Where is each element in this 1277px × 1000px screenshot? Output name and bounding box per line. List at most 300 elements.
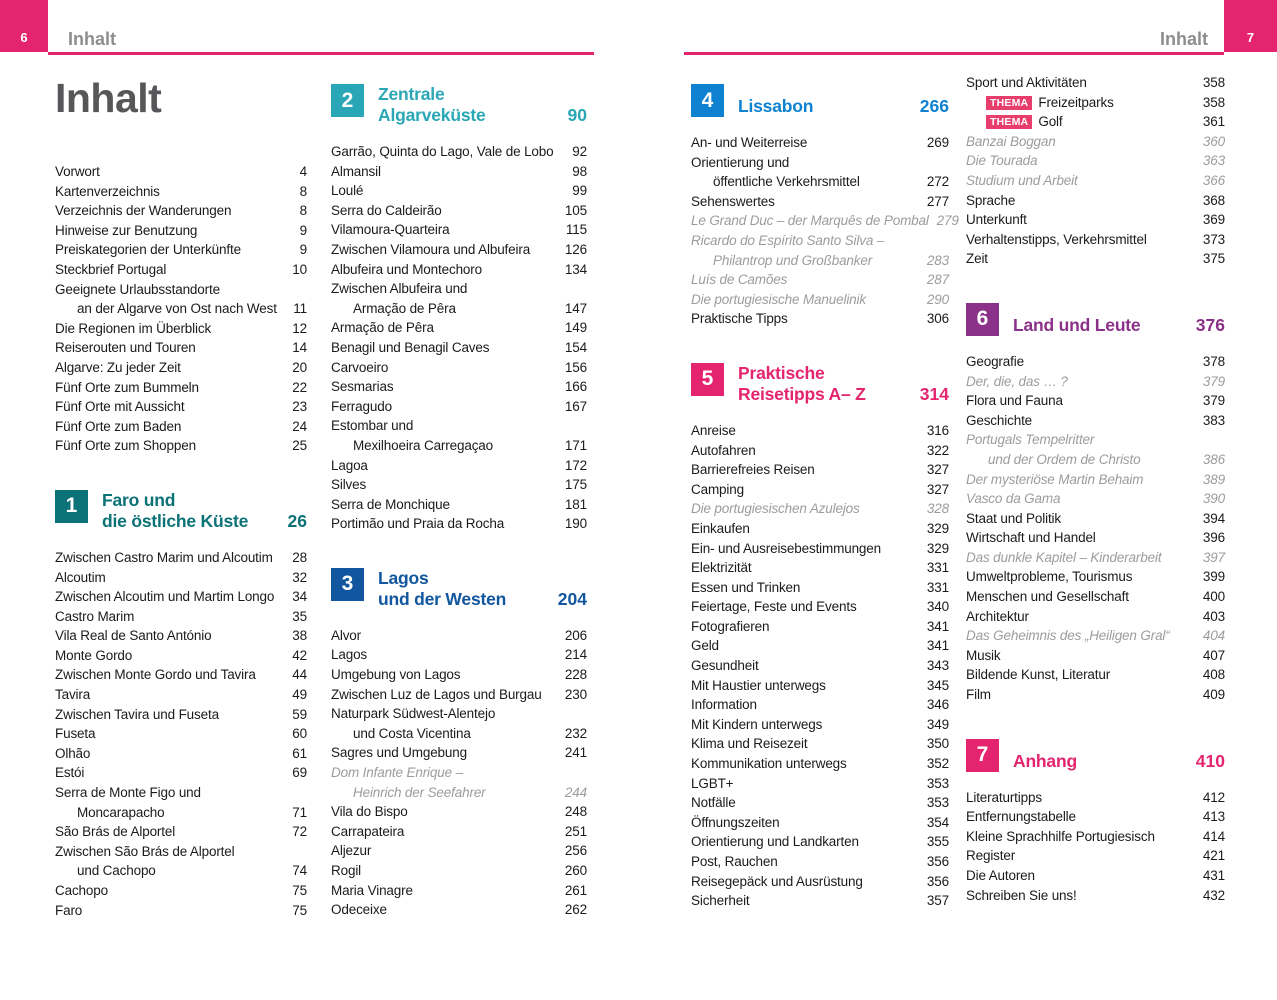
- toc-entry: [691, 172, 949, 192]
- toc-entry: [966, 391, 1225, 411]
- toc-entry-label: Zwischen Vilamoura und Albufeira: [331, 241, 531, 257]
- toc-entry: [331, 436, 587, 456]
- toc-entry-label: Der mysteriöse Martin Behaim: [966, 471, 1144, 487]
- toc-entry-page: 75: [292, 883, 307, 898]
- section-header: [691, 363, 949, 405]
- toc-entry-label: Preiskategorien der Unterkünfte: [55, 242, 241, 258]
- toc-entry: [691, 211, 959, 231]
- toc-entry: [691, 715, 949, 735]
- toc-entry: [966, 866, 1225, 886]
- section-number-box: 6: [966, 303, 999, 336]
- toc-entry-label: LGBT+: [691, 775, 734, 791]
- page-number-tab-left: [0, 0, 48, 52]
- toc-entry: [55, 607, 307, 627]
- toc-entry: [691, 872, 949, 892]
- toc-column-2: [331, 0, 587, 920]
- toc-entry: [55, 822, 307, 842]
- toc-entry-label: Castro Marim: [55, 608, 135, 624]
- toc-entry-label: Ein- und Ausreisebestimmungen: [691, 540, 882, 556]
- toc-entry-page: 431: [1202, 868, 1225, 883]
- toc-entry: [331, 181, 587, 201]
- toc-entry-label: Banzai Boggan: [966, 133, 1056, 149]
- toc-entry-page: 147: [564, 300, 587, 316]
- toc-entry-page: 316: [926, 422, 949, 438]
- section-number-box: 4: [691, 84, 724, 117]
- toc-entry: [331, 377, 587, 397]
- page-title: Inhalt: [55, 75, 162, 121]
- toc-entry-label: Unterkunft: [966, 212, 1027, 228]
- toc-entry-page: 261: [564, 882, 587, 898]
- toc-entry: [331, 260, 587, 280]
- toc-entry-label: Architektur: [966, 608, 1029, 624]
- toc-entry-page: 357: [926, 893, 949, 909]
- toc-entry-label: Verzeichnis der Wanderungen: [55, 203, 232, 219]
- section-title: [738, 96, 912, 117]
- running-head-right: Inhalt: [1160, 29, 1208, 49]
- toc-entry-label: Moncarapacho: [77, 804, 165, 820]
- toc-entry: [966, 548, 1225, 568]
- toc-entry-label: und Cachopo: [77, 863, 156, 879]
- toc-entry-page: 230: [564, 686, 587, 702]
- toc-entry-page: 9: [299, 242, 307, 258]
- toc-entry-page: 361: [1202, 114, 1225, 130]
- toc-entry: [331, 822, 587, 842]
- toc-entry: [331, 743, 587, 763]
- toc-entry-label: Mit Haustier unterwegs: [691, 677, 826, 693]
- toc-entry-label: Heinrich der Seefahrer: [353, 784, 486, 800]
- toc-entry: [691, 231, 949, 251]
- toc-entry-page: 409: [1202, 687, 1225, 703]
- toc-entry-page: 9: [299, 222, 307, 238]
- toc-entry-label: Vila Real de Santo António: [55, 628, 212, 644]
- toc-entry-page: 10: [292, 261, 307, 277]
- toc-entry-label: Film: [966, 687, 991, 703]
- toc-entry-label: Die portugiesischen Azulejos: [691, 501, 860, 517]
- toc-entry-label: Dom Infante Enrique –: [331, 765, 463, 781]
- toc-entry-label: Anreise: [691, 422, 736, 438]
- toc-entry-label: Reiserouten und Touren: [55, 340, 196, 356]
- toc-entry-label: Geschichte: [966, 412, 1033, 428]
- toc-entry-page: 49: [292, 687, 307, 703]
- toc-entry-label: Portugals Tempelritter: [966, 432, 1095, 448]
- section-page-number: 376: [1195, 314, 1225, 335]
- toc-entry-page: 232: [564, 725, 587, 741]
- toc-entry-label: Sesmarias: [331, 379, 394, 395]
- toc-entry-label: Maria Vinagre: [331, 882, 413, 898]
- toc-entry: [966, 352, 1225, 372]
- toc-entry-page: 92: [572, 144, 587, 159]
- toc-entry-page: 349: [926, 716, 949, 732]
- toc-entry-label: Alcoutim: [55, 569, 106, 585]
- toc-entry-label: Zwischen Luz de Lagos und Burgau: [331, 686, 542, 702]
- toc-entry: [691, 251, 949, 271]
- section-page-number: 26: [287, 510, 307, 531]
- toc-entry-label: Le Grand Duc – der Marquês de Pombal: [691, 213, 929, 229]
- toc-entry-page: 8: [299, 183, 307, 199]
- toc-entry-page: 172: [564, 457, 587, 473]
- toc-entry-page: 350: [926, 736, 949, 752]
- toc-entry-page: 356: [926, 854, 949, 869]
- toc-entry: [331, 358, 587, 378]
- toc-entry-label: Wirtschaft und Handel: [966, 530, 1096, 546]
- toc-entry-label: Silves: [331, 477, 367, 493]
- toc-entry: [691, 499, 949, 519]
- section-title: [1013, 315, 1188, 336]
- toc-entry-page: 290: [926, 291, 949, 307]
- toc-entry-list: [691, 421, 949, 911]
- toc-entry: [966, 509, 1225, 529]
- toc-entry-page: 38: [292, 628, 307, 644]
- toc-entry-label: Lagos: [331, 647, 368, 663]
- toc-entry-page: 171: [564, 437, 587, 453]
- toc-entry-label: Odeceixe: [331, 902, 387, 918]
- toc-entry-page: 379: [1202, 393, 1225, 409]
- toc-entry: [331, 900, 587, 920]
- toc-entry-label: Die Regionen im Überblick: [55, 320, 212, 336]
- toc-entry-label: Fünf Orte mit Aussicht: [55, 399, 185, 415]
- toc-entry: [966, 230, 1225, 250]
- toc-entry: [331, 724, 587, 744]
- toc-entry-list: [691, 133, 959, 329]
- toc-entry-label: Monte Gordo: [55, 647, 133, 663]
- toc-entry: [966, 112, 1225, 132]
- toc-entry: [331, 318, 587, 338]
- toc-entry: [691, 656, 949, 676]
- toc-entry-label: Flora und Fauna: [966, 393, 1063, 409]
- section-header: [331, 568, 587, 610]
- toc-entry: [966, 685, 1225, 705]
- toc-entry-page: 306: [926, 311, 949, 327]
- toc-entry-label: Almansil: [331, 163, 381, 179]
- toc-entry: [331, 763, 587, 783]
- toc-entry: [331, 299, 587, 319]
- toc-entry-page: 346: [926, 697, 949, 713]
- toc-entry: [691, 460, 949, 480]
- toc-entry-page: 149: [564, 320, 587, 336]
- toc-entry: [55, 299, 307, 319]
- toc-entry-label: Estombar und: [331, 418, 414, 434]
- toc-entry-label: Albufeira und Montechoro: [331, 261, 482, 277]
- toc-entry: [55, 397, 307, 417]
- toc-entry-page: 126: [564, 241, 587, 257]
- section-title-line: Anhang: [1013, 750, 1077, 771]
- toc-entry-label: Gesundheit: [691, 658, 759, 674]
- section-page-number: 90: [567, 105, 587, 125]
- toc-entry-label: Armação de Pêra: [331, 320, 434, 336]
- toc-entry-page: 353: [926, 775, 949, 791]
- section-page-number: 314: [919, 383, 949, 404]
- toc-entry-label: Entfernungstabelle: [966, 809, 1076, 825]
- toc-entry: [966, 646, 1225, 666]
- toc-entry-label: Staat und Politik: [966, 510, 1062, 526]
- toc-entry-page: 74: [292, 863, 307, 879]
- toc-entry: [55, 240, 307, 260]
- toc-entry-page: 251: [564, 823, 587, 839]
- toc-entry: [331, 841, 587, 861]
- toc-entry: [966, 372, 1225, 392]
- toc-entry-label: Einkaufen: [691, 520, 750, 536]
- toc-entry-label: Mexilhoeira Carregaçao: [353, 437, 494, 453]
- toc-entry: [55, 548, 307, 568]
- toc-entry: [966, 411, 1225, 431]
- toc-entry-page: 61: [292, 745, 307, 761]
- toc-entry-label: Das dunkle Kapitel – Kinderarbeit: [966, 549, 1162, 565]
- section-title-line: Algarveküste: [378, 105, 486, 125]
- toc-entry-label: Hinweise zur Benutzung: [55, 222, 198, 238]
- toc-entry-page: 412: [1202, 789, 1225, 805]
- toc-entry-page: 341: [926, 618, 949, 634]
- toc-entry-page: 343: [926, 658, 949, 674]
- toc-entry: [331, 881, 587, 901]
- toc-entry: [55, 901, 307, 921]
- toc-entry-page: 360: [1202, 133, 1225, 149]
- toc-entry-label: Ferragudo: [331, 398, 392, 414]
- toc-entry: [691, 480, 949, 500]
- toc-entry: [331, 495, 587, 515]
- toc-entry-page: 248: [564, 804, 587, 820]
- toc-entry: [966, 489, 1225, 509]
- toc-entry: [691, 558, 949, 578]
- toc-entry-list: [331, 626, 587, 920]
- toc-entry-page: 4: [299, 164, 307, 179]
- toc-entry: [966, 528, 1225, 548]
- toc-entry: [966, 430, 1225, 450]
- toc-entry-label: Philantrop und Großbanker: [713, 252, 873, 268]
- toc-entry-label: São Brás de Alportel: [55, 824, 176, 840]
- section-title-line: die östliche Küste: [102, 510, 249, 531]
- toc-entry-page: 400: [1202, 589, 1225, 605]
- toc-entry: [966, 626, 1225, 646]
- toc-entry-label: THEMA Golf: [986, 112, 1195, 132]
- toc-entry: [55, 417, 307, 437]
- toc-entry-page: 241: [564, 745, 587, 761]
- toc-entry: [55, 783, 307, 803]
- toc-entry: [55, 763, 307, 783]
- toc-entry-label: Studium und Arbeit: [966, 172, 1078, 188]
- toc-entry-page: 71: [292, 804, 307, 820]
- toc-entry-page: 32: [292, 569, 307, 585]
- toc-entry: [966, 807, 1225, 827]
- toc-entry-page: 60: [292, 726, 307, 742]
- section-number-box: 2: [331, 84, 364, 117]
- toc-entry-page: 269: [926, 135, 949, 150]
- toc-entry-label: an der Algarve von Ost nach West: [77, 301, 277, 317]
- toc-entry: [55, 587, 307, 607]
- toc-entry-label: Zwischen São Brás de Alportel: [55, 843, 235, 859]
- toc-entry-label: Algarve: Zu jeder Zeit: [55, 359, 181, 375]
- toc-entry: [55, 260, 307, 280]
- toc-entry-label: Estói: [55, 765, 85, 781]
- toc-entry-label: Zwischen Monte Gordo und Tavira: [55, 667, 256, 683]
- toc-entry-page: 421: [1202, 848, 1225, 864]
- toc-entry: [331, 475, 587, 495]
- toc-entry-page: 345: [926, 677, 949, 693]
- toc-entry: [966, 607, 1225, 627]
- toc-entry-label: Sprache: [966, 192, 1016, 208]
- toc-entry: [55, 378, 307, 398]
- toc-entry-label: Zwischen Albufeira und: [331, 281, 468, 297]
- toc-entry-page: 369: [1202, 212, 1225, 228]
- toc-entry-label: Aljezur: [331, 843, 372, 859]
- toc-entry: [691, 270, 949, 290]
- toc-entry: [331, 685, 587, 705]
- toc-entry-page: 327: [926, 462, 949, 478]
- toc-entry-label: Zwischen Tavira und Fuseta: [55, 706, 219, 722]
- toc-entry-page: 358: [1202, 75, 1225, 90]
- toc-entry-label: Vasco da Gama: [966, 491, 1061, 507]
- toc-entry: [966, 450, 1225, 470]
- toc-entry-page: 383: [1202, 412, 1225, 428]
- toc-entry-page: 154: [564, 339, 587, 355]
- toc-entry-label: Musik: [966, 647, 1001, 663]
- page-number-right: 7: [1246, 30, 1255, 45]
- toc-entry-list: [966, 73, 1225, 269]
- toc-entry-page: 329: [926, 520, 949, 536]
- toc-entry-label: Praktische Tipps: [691, 311, 788, 327]
- toc-entry-label: Die portugiesische Manuelinik: [691, 291, 866, 307]
- toc-entry-label: und Costa Vicentina: [353, 725, 471, 741]
- toc-entry: [966, 665, 1225, 685]
- toc-entry-label: Olhão: [55, 745, 91, 761]
- toc-entry: [691, 774, 949, 794]
- toc-entry-page: 20: [292, 359, 307, 375]
- toc-entry: [966, 249, 1225, 269]
- toc-entry-label: Klima und Reisezeit: [691, 736, 808, 752]
- toc-entry-label: Garrão, Quinta do Lago, Vale de Lobo: [331, 144, 554, 159]
- toc-entry: [691, 636, 949, 656]
- toc-entry: [331, 416, 587, 436]
- toc-entry: [331, 783, 587, 803]
- toc-entry-label: Feiertage, Feste und Events: [691, 599, 857, 615]
- toc-entry-page: 322: [926, 442, 949, 458]
- toc-entry: [55, 358, 307, 378]
- toc-entry-label: Barrierefreies Reisen: [691, 462, 815, 478]
- section-header: [55, 490, 307, 532]
- toc-entry: [966, 827, 1225, 847]
- toc-entry-label: Sicherheit: [691, 893, 750, 909]
- toc-entry-page: 327: [926, 481, 949, 497]
- toc-entry-list: [331, 142, 587, 534]
- toc-entry-label: Orientierung und: [691, 154, 790, 170]
- toc-entry: [966, 470, 1225, 490]
- section-number-box: 3: [331, 568, 364, 601]
- toc-entry-page: 244: [564, 784, 587, 800]
- toc-entry-page: 272: [926, 174, 949, 190]
- toc-entry-label: Essen und Trinken: [691, 579, 801, 595]
- toc-entry-label: Ricardo do Espírito Santo Silva –: [691, 232, 885, 248]
- toc-entry-label: Serra do Caldeirão: [331, 202, 442, 218]
- toc-entry: [331, 665, 587, 685]
- toc-entry-label: Serra de Monchique: [331, 496, 450, 512]
- toc-entry-label: Information: [691, 697, 757, 713]
- section-title: [378, 84, 560, 126]
- toc-entry: [55, 881, 307, 901]
- toc-entry-page: 214: [564, 647, 587, 663]
- section-title: [1013, 751, 1188, 772]
- toc-entry-page: 28: [292, 549, 307, 565]
- toc-entry-label: Luís de Camões: [691, 272, 788, 288]
- section-title: [738, 363, 912, 405]
- toc-entry-page: 432: [1202, 887, 1225, 903]
- section-title-line: Faro und: [102, 489, 176, 510]
- toc-entry-page: 354: [926, 814, 949, 830]
- toc-entry-page: 379: [1202, 373, 1225, 389]
- toc-entry-page: 175: [564, 477, 587, 493]
- section-title-line: Praktische: [738, 362, 825, 383]
- toc-entry-page: 167: [564, 398, 587, 414]
- toc-entry: [55, 685, 307, 705]
- toc-entry-page: 156: [564, 359, 587, 375]
- toc-entry-label: Umgebung von Lagos: [331, 667, 461, 683]
- toc-entry: [331, 279, 587, 299]
- toc-entry: [331, 397, 587, 417]
- toc-entry-page: 25: [292, 438, 307, 454]
- toc-entry: [691, 891, 949, 911]
- toc-entry-page: 341: [926, 638, 949, 654]
- toc-entry: [55, 568, 307, 588]
- toc-entry-label: Kleine Sprachhilfe Portugiesisch: [966, 828, 1155, 844]
- toc-entry-page: 375: [1202, 251, 1225, 267]
- toc-entry-page: 403: [1202, 608, 1225, 624]
- toc-entry: [966, 93, 1225, 113]
- toc-entry-label: Post, Rauchen: [691, 854, 778, 869]
- toc-entry-page: 34: [292, 589, 307, 605]
- thema-badge: THEMA: [986, 96, 1032, 110]
- toc-entry-page: 8: [299, 203, 307, 219]
- toc-entry-page: 35: [292, 608, 307, 624]
- toc-column-1: [55, 0, 307, 920]
- toc-entry-page: 228: [564, 667, 587, 683]
- toc-entry-page: 340: [926, 599, 949, 615]
- toc-entry-label: Fuseta: [55, 726, 96, 742]
- toc-entry-label: Benagil und Benagil Caves: [331, 339, 490, 355]
- toc-entry: [691, 290, 949, 310]
- toc-entry: [966, 132, 1225, 152]
- toc-entry: [55, 436, 307, 456]
- toc-entry-label: Umweltprobleme, Tourismus: [966, 569, 1133, 585]
- toc-entry-label: Faro: [55, 902, 83, 918]
- toc-entry-list: [55, 162, 307, 456]
- toc-entry: [966, 886, 1225, 906]
- toc-entry: [331, 338, 587, 358]
- toc-entry-label: Carrapateira: [331, 823, 405, 839]
- toc-entry-label: Verhaltenstipps, Verkehrsmittel: [966, 231, 1147, 247]
- toc-entry-label: Cachopo: [55, 883, 108, 898]
- section-title-line: und der Westen: [378, 588, 507, 609]
- toc-entry-page: 329: [926, 540, 949, 556]
- toc-entry-label: Fünf Orte zum Baden: [55, 418, 182, 434]
- toc-entry-label: und der Ordem de Christo: [988, 451, 1141, 467]
- toc-entry-label: Menschen und Gesellschaft: [966, 589, 1129, 605]
- toc-entry-page: 399: [1202, 569, 1225, 585]
- toc-entry: [966, 587, 1225, 607]
- running-head-left: Inhalt: [68, 29, 116, 49]
- toc-entry-label: Steckbrief Portugal: [55, 261, 167, 277]
- toc-entry: [691, 539, 949, 559]
- toc-entry-label: Zwischen Alcoutim und Martim Longo: [55, 589, 275, 605]
- toc-entry-page: 11: [293, 301, 307, 317]
- toc-entry-page: 404: [1202, 628, 1225, 644]
- section-number-box: 5: [691, 363, 724, 396]
- toc-entry-page: 99: [572, 183, 587, 199]
- section-page-number: 410: [1195, 750, 1225, 771]
- toc-entry-page: 206: [564, 627, 587, 643]
- toc-entry-label: Kartenverzeichnis: [55, 183, 160, 199]
- toc-entry-page: 390: [1202, 491, 1225, 507]
- toc-entry: [55, 162, 307, 182]
- toc-entry-label: Elektrizität: [691, 560, 752, 576]
- toc-entry: [55, 319, 307, 339]
